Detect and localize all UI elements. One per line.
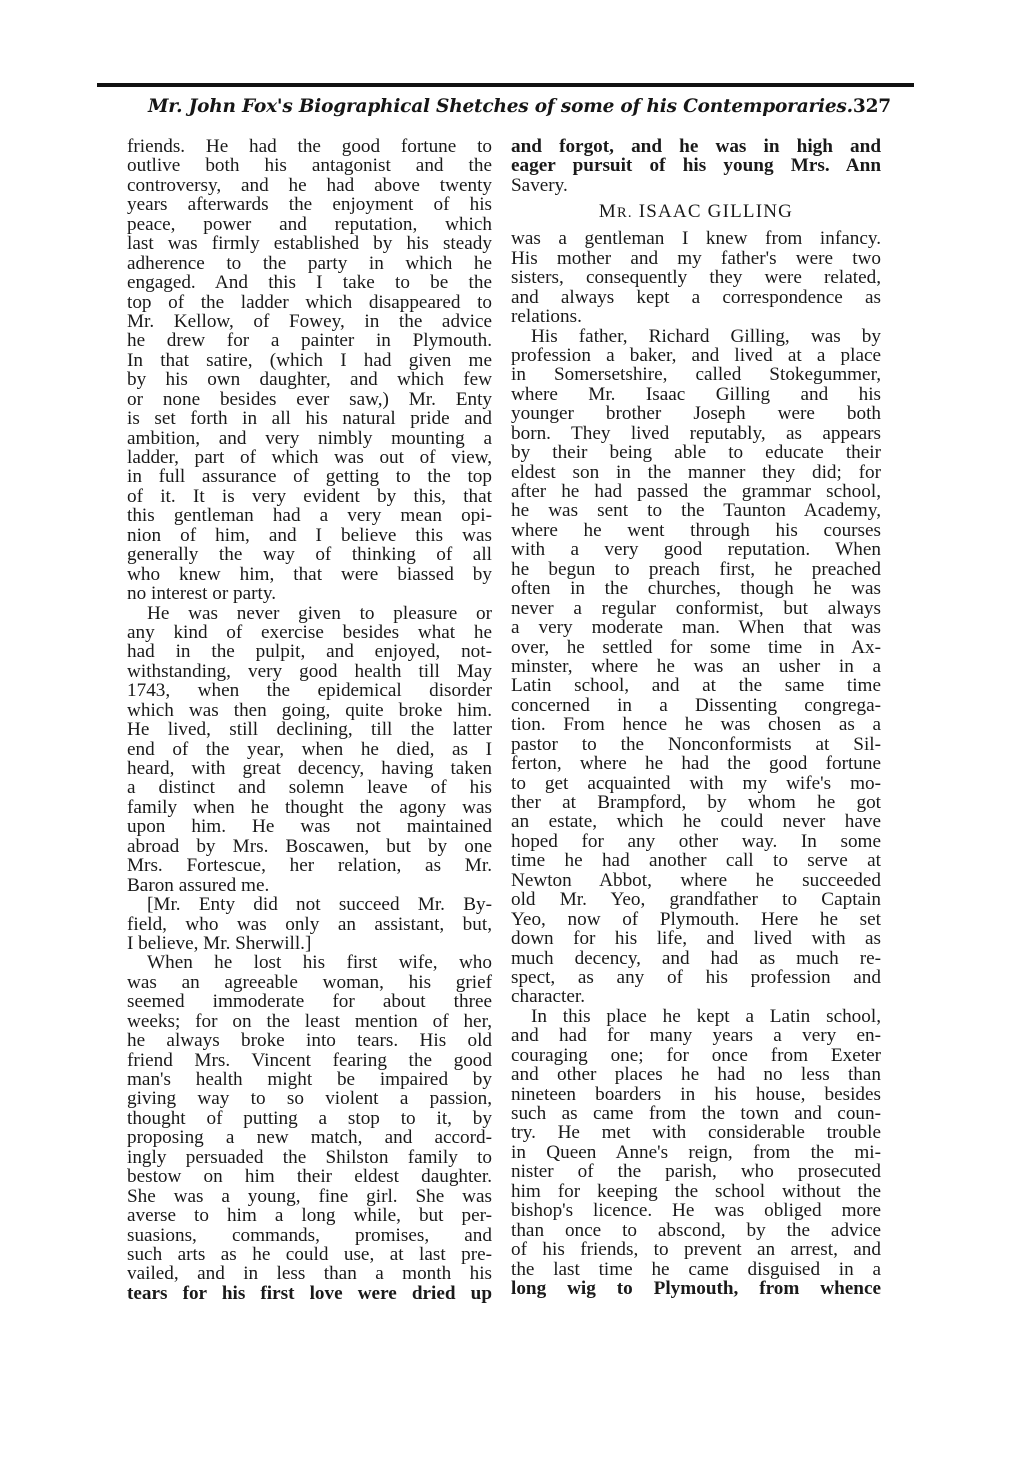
header-rule xyxy=(97,83,914,87)
text-line: last was firmly established by his steady xyxy=(127,233,492,255)
text-line: this gentleman had a very mean opi- xyxy=(127,505,492,527)
text-line: in Somersetshire, called Stokegummer, xyxy=(511,364,881,386)
text-line: adherence to the party in which he xyxy=(127,252,492,274)
text-line: withstanding, very good health till May xyxy=(127,660,492,682)
text-line: peace, power and reputation, which xyxy=(127,213,492,235)
text-line: tion. From hence he was chosen as a xyxy=(511,714,881,736)
text-line: tears for his first love were dried up xyxy=(127,1282,492,1304)
text-line: Baron assured me. xyxy=(127,874,270,896)
text-line: nineteen boarders in his house, besides xyxy=(511,1083,881,1105)
text-line: In that satire, (which I had given me xyxy=(127,349,492,371)
text-line: an estate, which he could never have xyxy=(511,811,881,833)
section-heading xyxy=(511,195,881,229)
text-line: proposing a new match, and accord- xyxy=(127,1127,492,1149)
text-line: ladder, part of which was out of view, xyxy=(127,447,492,468)
text-line: minster, where he was an usher in a xyxy=(511,655,881,677)
text-line: he was sent to the Taunton Academy, xyxy=(511,500,881,522)
heading-prefix-smallcaps: R. xyxy=(617,205,633,222)
text-line: by his own daughter, and which few xyxy=(127,369,492,391)
text-line: long wig to Plymouth, from whence xyxy=(511,1277,881,1299)
left-column xyxy=(127,137,492,1303)
text-line: such as came from the town and coun- xyxy=(511,1103,881,1124)
text-line: bishop's licence. He was obliged more xyxy=(511,1200,881,1222)
text-line: who knew him, that were biassed by xyxy=(127,563,492,585)
text-line: was an agreeable woman, his grief xyxy=(127,971,492,993)
text-line: eldest son in the manner they did; for xyxy=(511,461,881,483)
text-line: Yeo, now of Plymouth. Here he set xyxy=(511,908,881,930)
heading-prefix-cap: M xyxy=(598,201,618,223)
running-header xyxy=(148,96,891,124)
text-line: vailed, and in less than a month his xyxy=(127,1263,492,1285)
text-line: such arts as he could use, at last pre- xyxy=(127,1243,492,1265)
text-line: character. xyxy=(511,986,586,1008)
text-line: Mr. Kellow, of Fowey, in the advice xyxy=(127,310,492,332)
text-line: where he went through his courses xyxy=(511,519,881,541)
text-line: He was never given to pleasure or xyxy=(147,602,492,624)
text-line: in full assurance of getting to the top xyxy=(127,466,492,488)
text-line: relations. xyxy=(511,306,582,328)
text-line: and had for many years a very en- xyxy=(511,1025,881,1047)
text-line: averse to him a long while, but per- xyxy=(127,1205,492,1227)
text-line: nion of him, and I believe this was xyxy=(127,524,492,546)
text-line: [Mr. Enty did not succeed Mr. By- xyxy=(147,894,492,916)
text-line: ingly persuaded the Shilston family to xyxy=(127,1146,492,1168)
text-line: She was a young, fine girl. She was xyxy=(127,1185,492,1207)
text-line: of his friends, to prevent an arrest, and xyxy=(511,1239,881,1261)
text-line: which was then going, quite broke him. xyxy=(127,699,492,721)
text-line: In this place he kept a Latin school, xyxy=(531,1005,881,1027)
text-line: any kind of exercise besides what he xyxy=(127,621,492,643)
text-line: he drew for a painter in Plymouth. xyxy=(127,330,492,352)
text-line: He lived, still declining, till the latter xyxy=(127,719,492,741)
text-line: and always kept a correspondence as xyxy=(511,286,881,308)
text-line: Latin school, and at the same time xyxy=(511,675,881,697)
text-line: never a regular conformist, but always xyxy=(511,597,881,619)
text-line: His mother and my father's were two xyxy=(511,247,881,269)
text-line: by their being able to educate their xyxy=(511,442,881,464)
text-line: abroad by Mrs. Boscawen, but by one xyxy=(127,835,492,857)
section-body xyxy=(511,229,881,1298)
text-line: after he had passed the grammar school, xyxy=(511,481,881,502)
text-line: giving way to so violent a passion, xyxy=(127,1088,492,1110)
text-line: weeks; for on the least mention of her, xyxy=(127,1010,492,1032)
text-line: man's health might be impaired by xyxy=(127,1069,492,1090)
text-line: over, he settled for some time in Ax- xyxy=(511,636,881,658)
text-line: When he lost his first wife, who xyxy=(147,952,492,974)
text-line: family when he thought the agony was xyxy=(127,796,492,818)
text-line: and other places he had no less than xyxy=(511,1064,881,1086)
text-line: of it. It is very evident by this, that xyxy=(127,485,492,507)
text-line: suasions, commands, promises, and xyxy=(127,1224,492,1246)
text-line: heard, with great decency, having taken xyxy=(127,758,492,779)
text-line: a distinct and solemn leave of his xyxy=(127,777,492,799)
text-line: ferton, where he had the good fortune xyxy=(511,753,881,775)
text-line: years afterwards the enjoyment of his xyxy=(127,194,492,216)
text-line: he begun to preach first, he preached xyxy=(511,558,881,580)
text-line: he always broke into tears. His old xyxy=(127,1030,492,1052)
text-line: to get acquainted with my wife's mo- xyxy=(511,772,881,794)
text-line: bestow on him their eldest daughter. xyxy=(127,1166,492,1188)
text-line: engaged. And this I take to be the xyxy=(127,272,492,294)
text-line: friends. He had the good fortune to xyxy=(127,136,492,157)
text-line: profession a baker, and lived at a place xyxy=(511,344,881,366)
text-line: time he had another call to serve at xyxy=(511,850,881,872)
text-line: top of the ladder which disappeared to xyxy=(127,291,492,313)
text-line: generally the way of thinking of all xyxy=(127,544,492,566)
text-line: no interest or party. xyxy=(127,583,277,605)
text-line: seemed immoderate for about three xyxy=(127,991,492,1013)
text-line: Mrs. Fortescue, her relation, as Mr. xyxy=(127,855,492,877)
text-line: old Mr. Yeo, grandfather to Captain xyxy=(511,889,881,911)
text-line: His father, Richard Gilling, was by xyxy=(531,325,881,347)
text-line: eager pursuit of his young Mrs. Ann xyxy=(511,155,881,177)
text-line: Savery. xyxy=(511,174,568,196)
page-number: 327 xyxy=(852,96,891,117)
text-line: was a gentleman I knew from infancy. xyxy=(511,228,881,250)
text-line: end of the year, when he died, as I xyxy=(127,738,492,760)
text-line: controversy, and he had above twenty xyxy=(127,174,492,196)
text-line: is set forth in all his natural pride and xyxy=(127,408,492,430)
text-line: I believe, Mr. Sherwill.] xyxy=(127,932,312,954)
text-line: than once to abscond, by the advice xyxy=(511,1219,881,1241)
text-line: concerned in a Dissenting congrega- xyxy=(511,694,881,716)
text-line: younger brother Joseph were both xyxy=(511,403,881,425)
text-line: had in the pulpit, and enjoyed, not- xyxy=(127,641,492,663)
text-line: often in the churches, though he was xyxy=(511,578,881,600)
text-line: Newton Abbot, where he succeeded xyxy=(511,869,881,891)
text-line: much decency, and had as much re- xyxy=(511,947,881,969)
text-line: and forgot, and he was in high and xyxy=(511,136,881,157)
text-line: couraging one; for once from Exeter xyxy=(511,1044,881,1066)
text-line: with a very good reputation. When xyxy=(511,539,881,561)
text-line: a very moderate man. When that was xyxy=(511,617,881,639)
text-line: sisters, consequently they were related, xyxy=(511,267,881,289)
text-line: field, who was only an assistant, but, xyxy=(127,913,492,935)
right-column xyxy=(511,137,881,1298)
text-line: spect, as any of his profession and xyxy=(511,966,881,988)
text-line: 1743, when the epidemical disorder xyxy=(127,680,492,702)
text-line: hoped for any other way. In some xyxy=(511,830,881,852)
running-title: Mr. John Fox's Biographical Shetches of some of his Contemporaries. xyxy=(148,96,853,117)
text-line: upon him. He was not maintained xyxy=(127,816,492,838)
text-line: down for his life, and lived with as xyxy=(511,928,881,950)
text-line: ther at Brampford, by whom he got xyxy=(511,792,881,813)
text-line: pastor to the Nonconformists at Sil- xyxy=(511,733,881,755)
text-line: thought of putting a stop to it, by xyxy=(127,1107,492,1129)
text-line: the last time he came disguised in a xyxy=(511,1258,881,1280)
text-line: born. They lived reputably, as appears xyxy=(511,422,881,444)
text-line: or none besides ever saw,) Mr. Enty xyxy=(127,388,492,410)
text-line: him for keeping the school without the xyxy=(511,1180,881,1202)
text-line: where Mr. Isaac Gilling and his xyxy=(511,383,881,405)
continued-paragraph xyxy=(511,137,881,195)
text-line: in Queen Anne's reign, from the mi- xyxy=(511,1141,881,1163)
text-line: nister of the parish, who prosecuted xyxy=(511,1161,881,1183)
text-line: ambition, and very nimbly mounting a xyxy=(127,427,492,449)
text-line: friend Mrs. Vincent fearing the good xyxy=(127,1049,492,1071)
text-line: outlive both his antagonist and the xyxy=(127,155,492,177)
text-line: try. He met with considerable trouble xyxy=(511,1122,881,1144)
heading-name: ISAAC GILLING xyxy=(638,201,794,223)
